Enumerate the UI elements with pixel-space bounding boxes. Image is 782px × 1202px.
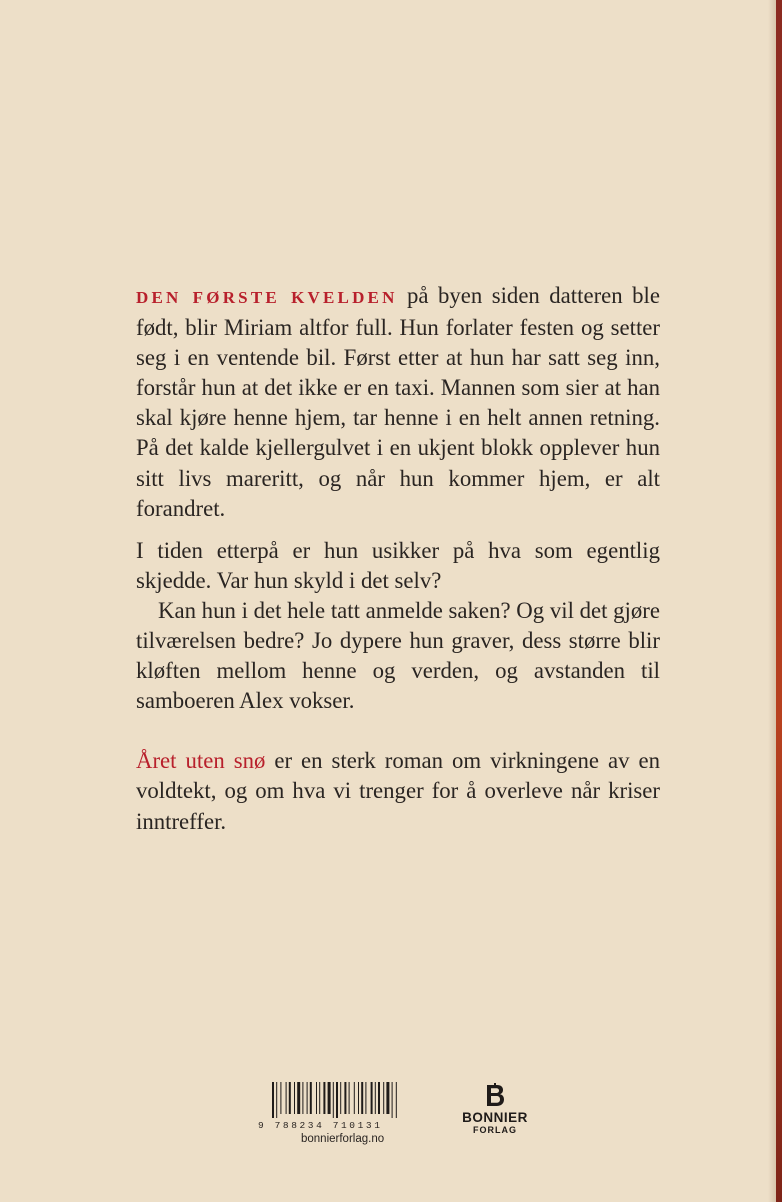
website-link: bonnierforlag.no [301,1133,385,1145]
blurb-paragraph-3: Kan hun i det hele tatt anmelde saken? Og vil det gjøre tilværelsen bedre? Jo dypere hun graver, dess større blir kløften mellom henne og verden, og avstanden til samboeren Alex vokser. [136,597,660,714]
blurb [136,281,660,837]
publisher-name: BONNIER [462,1110,528,1125]
spine-shadow [768,0,776,1202]
barcode-icon [258,1080,428,1120]
bonnier-b-logo-icon [484,1083,506,1109]
blurb-paragraph-1-text: på byen siden datteren ble født, blir Miriam altfor full. Hun forlater festen og setter seg i en ventende bil. Først etter at hun har satt seg inn, forstår hun at det ikke er en taxi. Mannen som sier at han skal kjøre henne hjem, tar henne i en helt annen retning. På det kalde kjellergulvet i en ukjent blokk opplever hun sitt livs mareritt, og når hun kommer hjem, er alt forandret. [136,283,660,521]
publisher-sub: FORLAG [473,1125,517,1135]
publisher-logo [455,1083,535,1135]
blurb-paragraph-4-text: er en sterk roman om virkningene av en voldtekt, og om hva vi trenger for å overleve når kriser inntreffer. [136,748,660,834]
book-title: Året uten snø [136,748,266,774]
blurb-paragraph-1 [136,281,660,524]
lead-caps: DEN FØRSTE KVELDEN [136,288,398,307]
blurb-paragraph-4 [136,746,660,836]
spine-edge [776,0,782,1202]
barcode-digits: 9 788234 710131 [258,1120,383,1131]
blurb-paragraph-2: I tiden etterpå er hun usikker på hva som egentlig skjedde. Var hun skyld i det selv? [136,537,660,593]
